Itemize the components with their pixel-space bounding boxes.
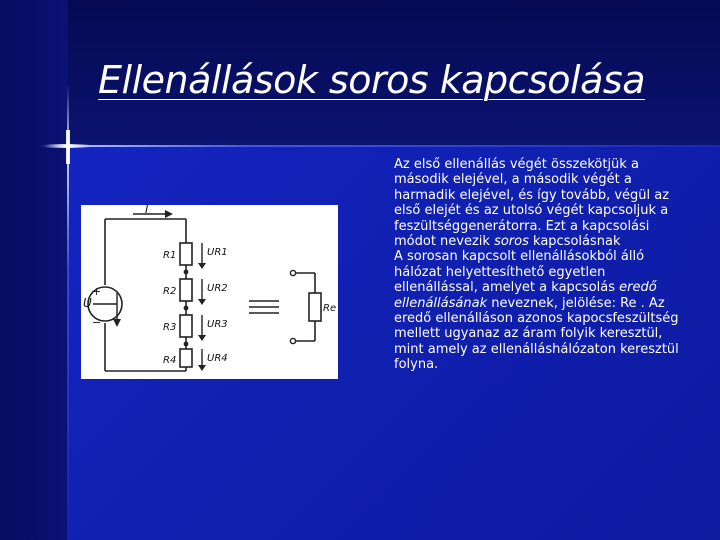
resistor-label-r3: R3	[163, 322, 177, 333]
voltage-arrow-head	[198, 263, 206, 269]
resistor-r3	[180, 315, 192, 337]
equivalent-label: Re	[323, 303, 337, 314]
current-label: I	[145, 205, 149, 216]
voltage-label-ur2: UR2	[207, 283, 228, 294]
node	[184, 306, 189, 311]
voltage-label-ur1: UR1	[207, 247, 228, 258]
source-label: U	[83, 296, 92, 310]
resistor-r4	[180, 349, 192, 367]
voltage-label-ur4: UR4	[207, 353, 228, 364]
decor-horizontal-line	[40, 145, 720, 147]
source-minus-label: −	[92, 316, 102, 329]
voltage-label-ur3: UR3	[207, 319, 228, 330]
resistor-label-r1: R1	[163, 250, 177, 261]
emphasis-suffix: ának	[455, 295, 488, 311]
resistor-re	[309, 293, 321, 321]
body-text	[394, 157, 684, 373]
text-run: A sorosan kapcsolt ellenállásokból álló hálózat helyettesíthető egyetlen ellenállással, amelyet a kapcsolás	[394, 249, 645, 296]
paragraph-equivalent-resistance	[394, 249, 684, 372]
resistor-r2	[180, 279, 192, 301]
text-run: kapcsolásnak	[528, 234, 621, 250]
terminal-top	[290, 270, 295, 275]
text-run: Az első ellenállás végét összekötjük a második elejével, a második végét a harmadik elejével, és így tovább, végül az első elejét és az utolsó végét kapcsoljuk a feszültséggenerátorra. Ezt a kapcsolási módot nevezik	[394, 157, 670, 250]
source-plus-label: +	[92, 285, 102, 298]
circuit-figure	[81, 205, 338, 379]
slide-title: Ellenállások soros kapcsolása	[98, 58, 645, 102]
resistor-label-r2: R2	[163, 286, 177, 297]
emphasis-term: soros	[494, 234, 529, 250]
node	[184, 342, 189, 347]
resistor-label-r4: R4	[163, 355, 177, 366]
emphasis-term: eredő ellenállás	[394, 280, 657, 311]
decor-sparkle-horizontal	[45, 144, 90, 148]
voltage-arrow-head	[198, 299, 206, 305]
paragraph-series-connection	[394, 157, 684, 249]
resistor-r1	[180, 243, 192, 265]
node	[184, 270, 189, 275]
left-strip	[0, 0, 68, 540]
terminal-bottom	[290, 338, 295, 343]
current-arrow-head	[165, 210, 173, 218]
voltage-arrow-head	[198, 365, 206, 371]
voltage-arrow-head	[198, 335, 206, 341]
text-run: neveznek, jelölése: Re . Az eredő ellenálláson azonos kapocsfeszültség mellett ugyanaz az áram folyik keresztül, mint amely az ellenálláshálózaton keresztül folyna.	[394, 295, 679, 373]
source-arrow-head	[113, 319, 121, 327]
